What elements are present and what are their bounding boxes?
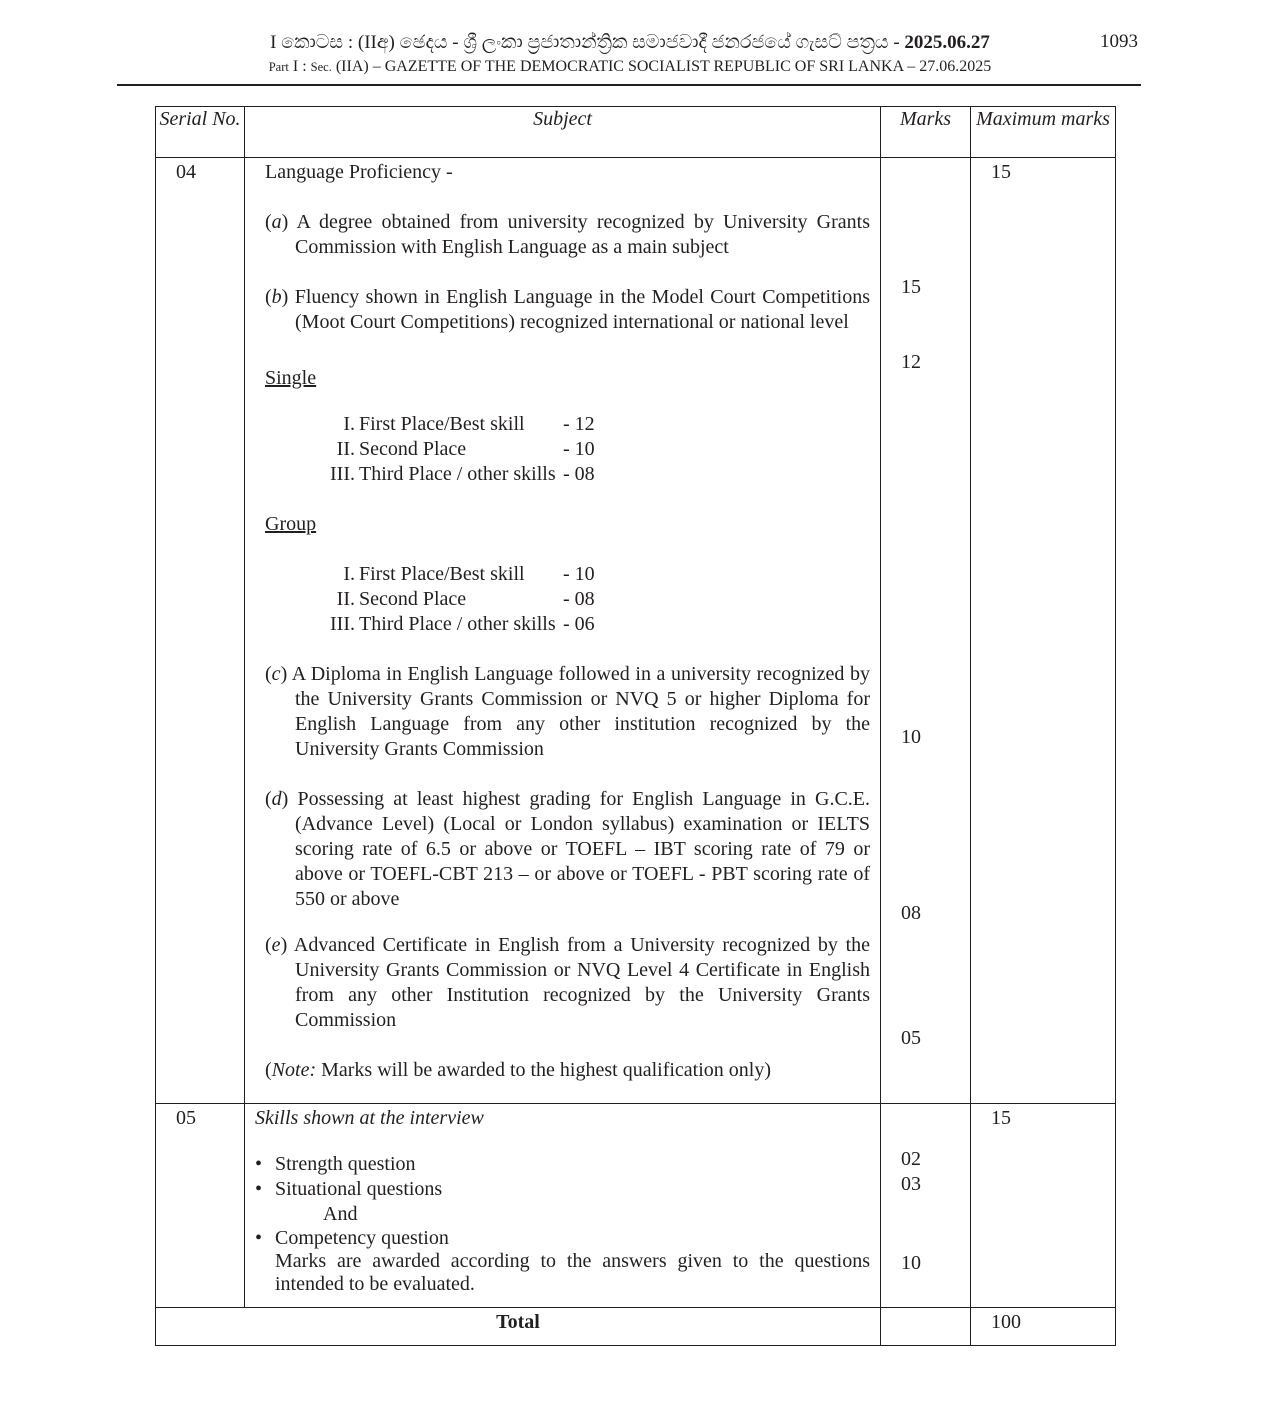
subject-cell	[245, 1104, 881, 1308]
marks-b: 12	[901, 351, 921, 373]
marks-competency: 10	[901, 1252, 921, 1274]
marks-situational: 03	[901, 1173, 921, 1195]
part-number: I :	[292, 58, 307, 75]
subject-cell	[245, 158, 881, 1104]
sec-label: Sec.	[310, 60, 332, 74]
marks-a: 15	[901, 276, 921, 298]
marks-c: 10	[901, 726, 921, 748]
part-label: Part	[268, 60, 289, 74]
item-c: (c) A Diploma in English Language followed in a university recognized by the University Grants Commission or NVQ 5 or higher Diploma for English Language from any other institution recognized by the University Grants Commission	[265, 663, 870, 760]
sinhala-date: 2025.06.27	[904, 32, 990, 53]
header-serial: Serial No.	[156, 107, 245, 158]
bullet-situational: • Situational questions	[255, 1177, 870, 1202]
and-text: And	[323, 1203, 358, 1225]
header-maximum: Maximum marks	[971, 107, 1116, 158]
group-heading: Group	[265, 513, 317, 535]
maximum-cell: 15	[971, 158, 1116, 1104]
section-title: Language Proficiency -	[265, 161, 453, 183]
marks-cell	[881, 1104, 971, 1308]
bullet-strength: • Strength question	[255, 1152, 870, 1177]
serial-cell: 05	[156, 1104, 245, 1308]
table-header-row	[156, 107, 1116, 158]
item-e: (e) Advanced Certificate in English from a University recognized by the University Grants Commission or NVQ Level 4 Certificate in English from any other Institution recognized by the University Grants Commission	[265, 934, 870, 1031]
item-a: (a) A degree obtained from university recognized by University Grants Commission with English Language as a main subject	[265, 211, 870, 258]
header-subject: Subject	[245, 107, 881, 158]
sinhala-title: I කොටස : (IIඅ) ඡෙදය - ශ්‍රී ලංකා ප්‍රජාතාන්ත්‍රික සමාජවාදී ජනරජයේ ගැසට් පත්‍රය -	[270, 32, 905, 53]
marks-cell	[881, 158, 971, 1104]
single-list: I. First Place/Best skill - 12 II. Second Place - 10 III. Third Place / other skills - 08	[330, 413, 595, 485]
table-row	[156, 1104, 1116, 1308]
single-heading: Single	[265, 367, 317, 389]
maximum-cell: 15	[971, 1104, 1116, 1308]
total-max: 100	[971, 1308, 1116, 1346]
total-marks-cell	[881, 1308, 971, 1346]
total-row	[156, 1308, 1116, 1346]
gazette-title: (IIA) – GAZETTE OF THE DEMOCRATIC SOCIALIST REPUBLIC OF SRI LANKA – 27.06.2025	[335, 58, 992, 75]
marks-e: 05	[901, 1027, 921, 1049]
header-rule	[117, 84, 1141, 86]
note: (Note: Marks will be awarded to the highest qualification only)	[265, 1059, 771, 1081]
bullet-competency: • Competency question	[255, 1227, 870, 1250]
table-row	[156, 158, 1116, 1104]
sinhala-header	[0, 32, 1260, 54]
marks-d: 08	[901, 902, 921, 924]
serial-cell: 04	[156, 158, 245, 1104]
group-list: I. First Place/Best skill - 10 II. Second Place - 08 III. Third Place / other skills - 06	[330, 563, 595, 635]
english-header	[0, 58, 1260, 76]
marks-strength: 02	[901, 1148, 921, 1170]
page-number: 1093	[1100, 31, 1138, 52]
marks-table	[155, 106, 1116, 1346]
total-label: Total	[156, 1308, 881, 1346]
item-b: (b) Fluency shown in English Language in the Model Court Competitions (Moot Court Competitions) recognized international or national level	[265, 286, 871, 333]
item-d: (d) Possessing at least highest grading for English Language in G.C.E. (Advance Level) (Local or London syllabus) examination or IELTS scoring rate of 6.5 or above or TOEFL – IBT scoring rate of 79 or above or TOEFL-CBT 213 – or above or TOEFL - PBT scoring rate of 550 or above	[265, 788, 871, 910]
competency-explanation: Marks are awarded according to the answers given to the questions intended to be evaluated.	[275, 1250, 870, 1295]
section-title: Skills shown at the interview	[255, 1107, 484, 1129]
header-marks: Marks	[881, 107, 971, 158]
